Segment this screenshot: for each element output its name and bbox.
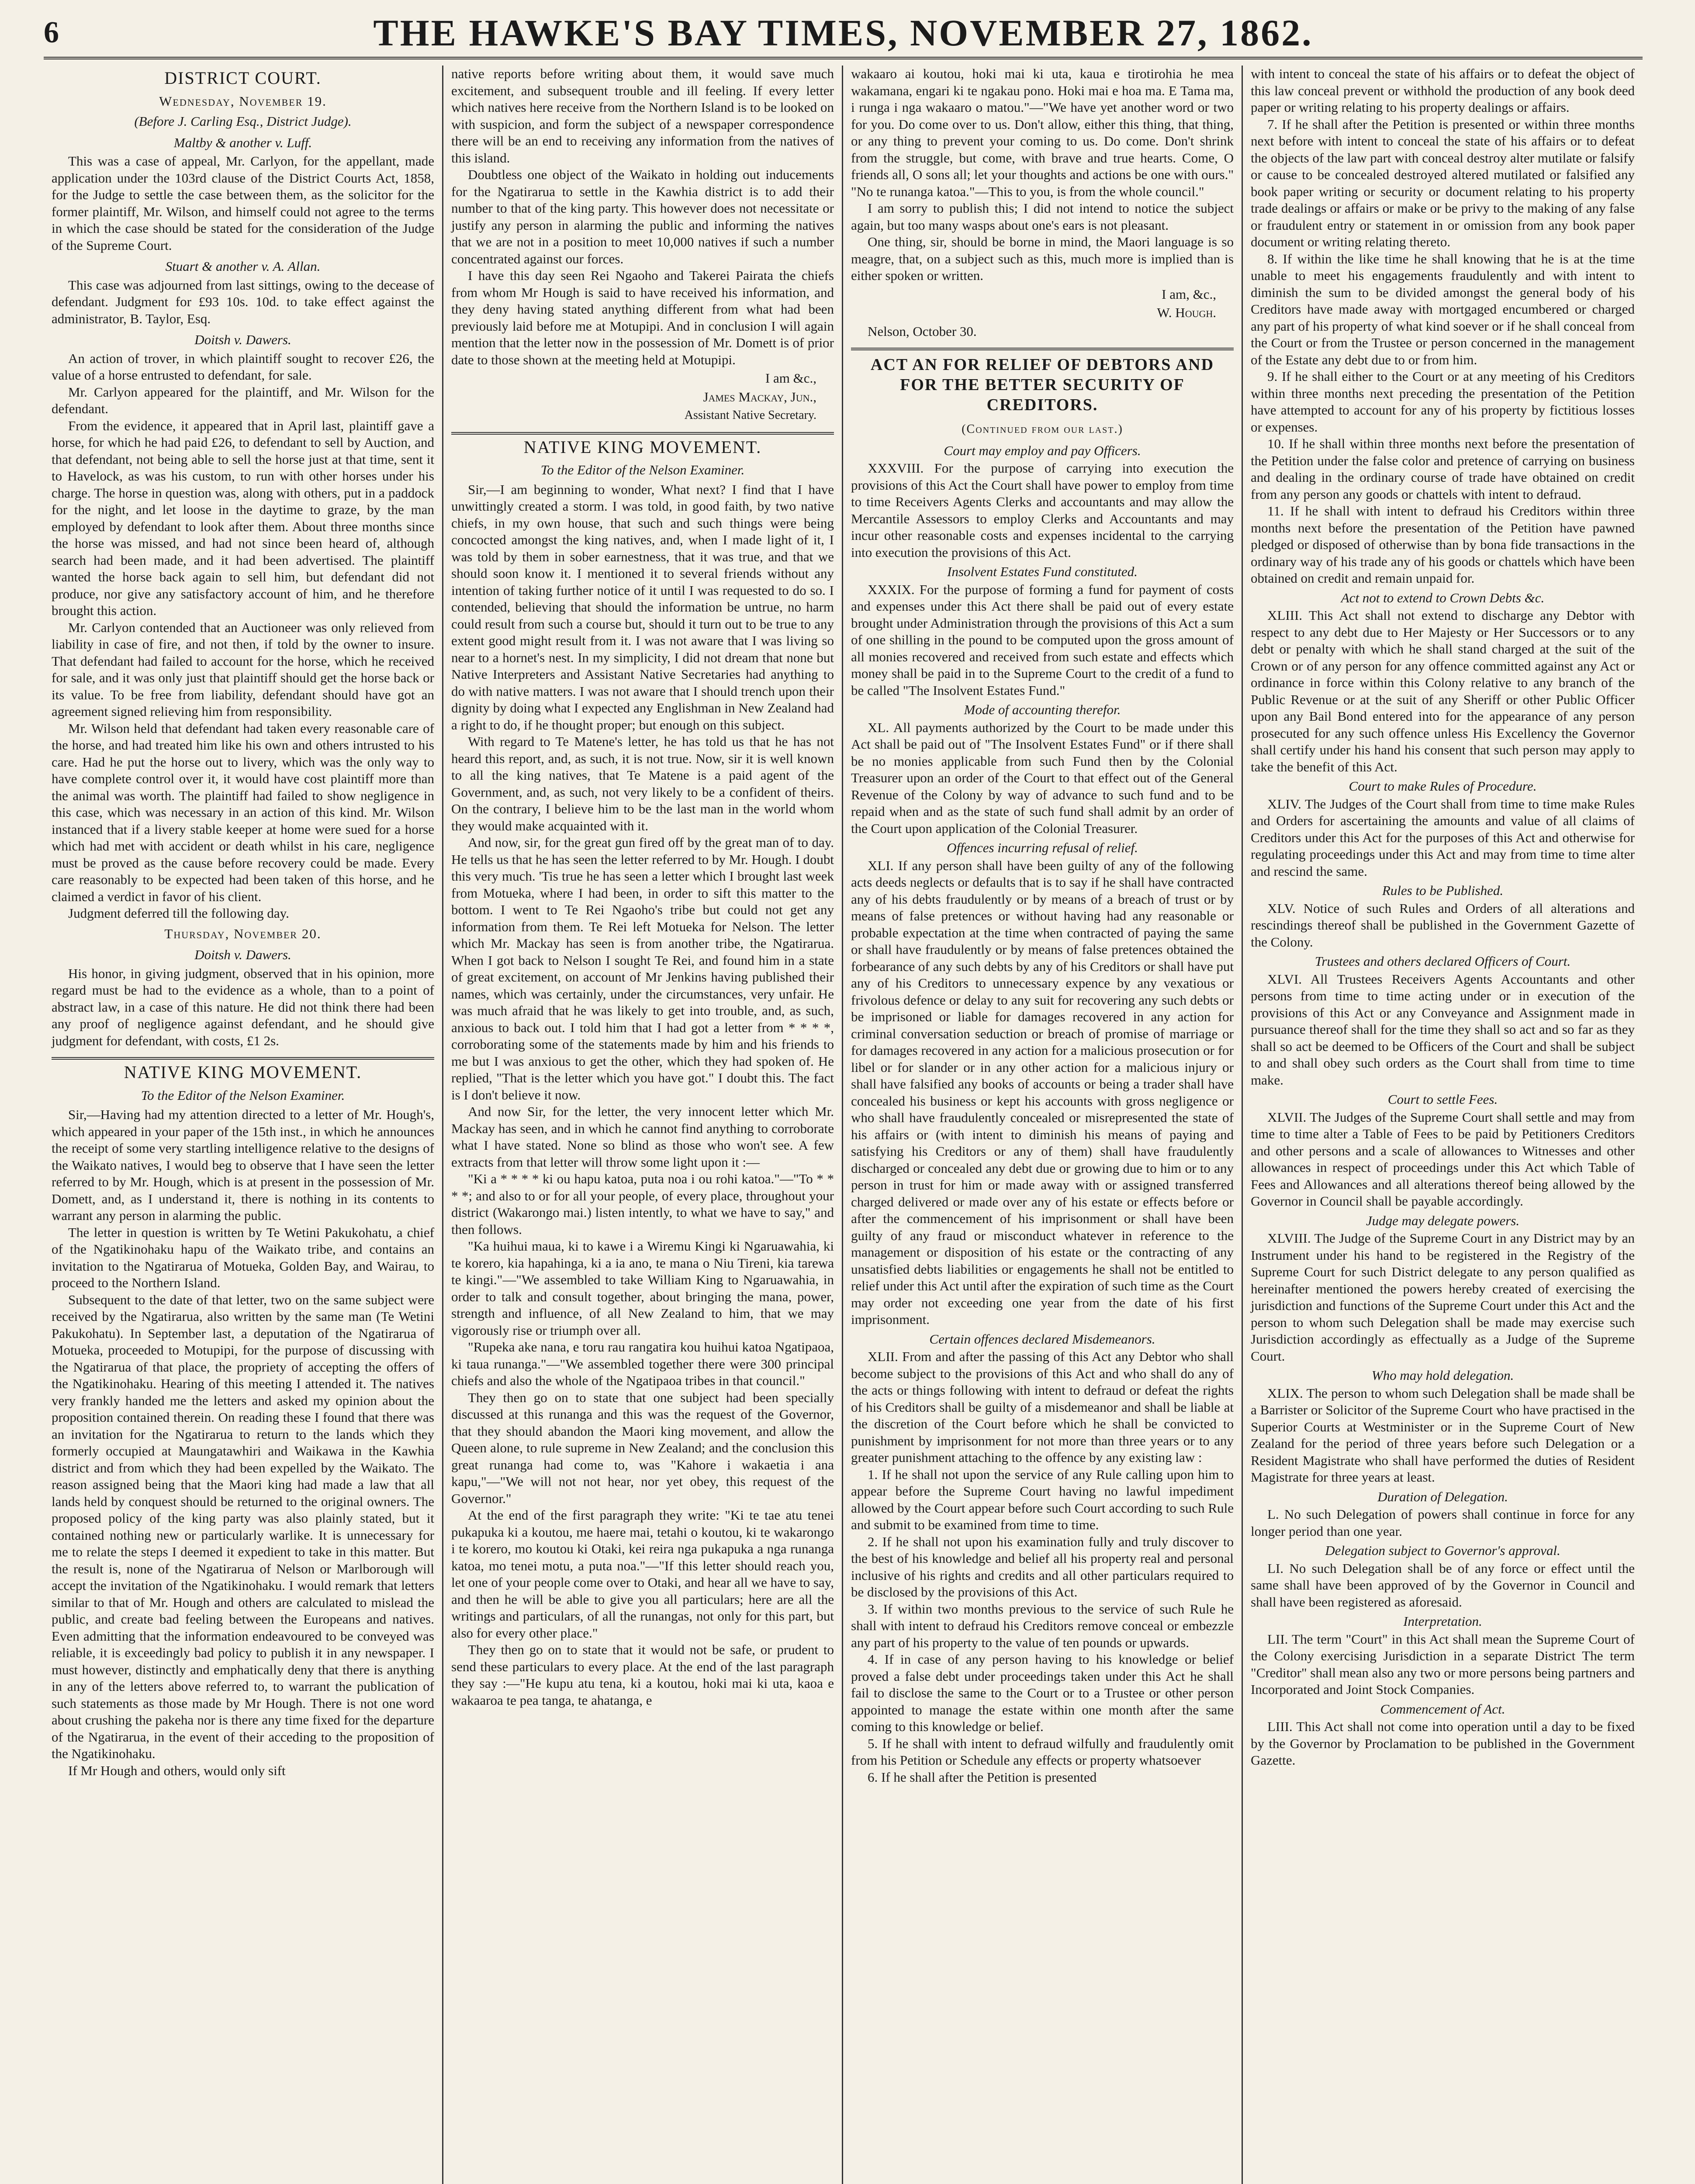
- divider: [52, 1057, 434, 1060]
- paragraph: XLI. If any person shall have been guilty of any of the following acts deeds neglects or defaults that is to say if he shall have contracted any of his debts fraudulently or by means of a breach of trust or by means of false pretences or without having had any reasonable or probable expectation at the time when contracted of paying the same or shall have fraudulently or by means of false pretences obtained the forbearance of any such debts by any of his Creditors or shall have put any of his Creditors to unnecessary expence by any vexatious or frivolous defence or delay to any suit for recovering any such debts or be imprisoned or liable for damages recovered in any action for criminal conversation seduction or breach of promise of marriage or for damages recovered in any action for a malicious prosecution or for libel or for slander or in any other action for a malicious injury or shall have falsified any books of accounts or being a trader shall have concealed his business or kept his accounts with gross negligence or who shall have fraudulently concealed or misrepresented the state of his affairs or (with intent to diminish his means of paying and satisfying his Creditors or any of them) shall have fraudulently discharged or concealed any debt due or growing due to him or to any person in trust for him or made away with or assigned transferred charged delivered or made over any of his estate or effects before or after the commencement of his imprisonment or shall have been guilty of any fraud or misconduct whatever in reference to the management or disposition of his estate or the contracting of any unsatisfied debts liabilities or engagements he shall not be entitled to relief under this Act until after the expiration of such time as the Court may order not exceeding one year from the date of his first imprisonment.: [851, 857, 1234, 1327]
- column-1: [44, 66, 443, 2184]
- paragraph: XXXIX. For the purpose of forming a fund for payment of costs and expenses under this Act there shall be paid out of every estate brought under Administration through the provisions of this Act a sum of one shilling in the pound to be computed upon the gross amount of all monies recovered and received from such estate and effects which money shall be paid in to the Supreme Court to the credit of a fund to be called "The Insolvent Estates Fund.": [851, 581, 1234, 698]
- paragraph: This case was adjourned from last sittings, owing to the decease of defendant. Judgment for £93 10s. 10d. to take effect against the administrator, B. Taylor, Esq.: [52, 277, 434, 326]
- paragraph: XLIII. This Act shall not extend to discharge any Debtor with respect to any debt due to Her Majesty or Her Successors or to any debt or penalty with which he shall stand charged at the suit of the Crown or of any person for any offence committed against any Act or ordinance in force within this Colony relative to any branch of the Public Revenue or at the suit of any Sheriff or other Public Officer upon any Bail Bond entered into for the appearance of any person prosecuted for any such offence unless His Excellency the Governor shall certify under his hand his consent that such person may apply to take the benefit of this Act.: [1251, 608, 1635, 774]
- section-heading: Duration of Delegation.: [1377, 1489, 1508, 1504]
- column-2: [443, 66, 843, 2184]
- paragraph: LII. The term "Court" in this Act shall mean the Supreme Court of the Colony exercising Jurisdiction in a separate District The term "Creditor" shall mean also any two or more persons being partners and Incorporated and Joint Stock Companies.: [1251, 1631, 1635, 1697]
- dateline: Thursday, November 20.: [164, 926, 322, 941]
- paragraph: Mr. Carlyon appeared for the plaintiff, and Mr. Wilson for the defendant.: [52, 384, 434, 416]
- newspaper-title: THE HAWKE'S BAY TIMES, NOVEMBER 27, 1862.: [373, 12, 1313, 54]
- paragraph: XL. All payments authorized by the Court to be made under this Act shall be paid out of "The Insolvent Estates Fund" or if there shall be no monies applicable from such Fund then by the Colonial Treasurer upon an order of the Court to that effect out of the General Revenue of the Colony by way of advance to such fund and to be repaid when and as the state of such fund shall admit by an order of the Court upon application of the Colonial Treasurer.: [851, 719, 1234, 836]
- paragraph: With regard to Te Matene's letter, he has told us that he has not heard this report, and, as such, it is not true. Now, sir it is well known to all the king natives, that Te Matene is a paid agent of the Government, and, as such, not very likely to be a confident of theirs. On the contrary, I believe him to be the last man in the world whom they would make acquainted with it.: [451, 734, 834, 833]
- columns: [44, 66, 1643, 2184]
- case-title: Maltby & another v. Luff.: [173, 135, 312, 150]
- closing: I am, &c.,: [1162, 286, 1216, 302]
- section-heading: Court may employ and pay Officers.: [944, 442, 1141, 458]
- paragraph: XLVII. The Judges of the Supreme Court shall settle and may from time to time alter a Table of Fees to be paid by Petitioners Creditors and other persons and a scale of allowances to Witnesses and other allowances in respect of proceedings under this Act which Table of Fees and Allowances and all alterations thereof being allowed by the Governor in Council shall be payable accordingly.: [1251, 1109, 1635, 1209]
- divider: [451, 432, 834, 435]
- paragraph: The letter in question is written by Te Wetini Pakukohatu, a chief of the Ngatikinohaku hapu of the Waikato tribe, and contains an invitation to the Ngatirarua of Motueka, Golden Bay, and Wairau, to proceed to the Northern Island.: [52, 1224, 434, 1290]
- list-item: 11. If he shall with intent to defraud his Creditors within three months next before the presentation of the Petition have pawned pledged or disposed of otherwise than by bona fide transactions in the ordinary way of his trade any of his goods or chattels which have been obtained on credit and remain unpaid for.: [1251, 503, 1635, 586]
- case-title: Doitsh v. Dawers.: [194, 332, 291, 347]
- list-item: 9. If he shall either to the Court or at any meeting of his Creditors within three months next preceding the presentation of the Petition have attempted to account for any of his property by fictitious losses or expenses.: [1251, 369, 1635, 435]
- section-heading: Trustees and others declared Officers of Court.: [1314, 954, 1571, 969]
- page-number: 6: [44, 16, 59, 49]
- paragraph: native reports before writing about them, it would save much excitement, and subsequent trouble and ill feeling. If every letter which natives here receive from the Northern Island is to be looked on with suspicion, and form the subject of a newspaper correspondence there will be an end to receiving any information from the natives of this island.: [451, 66, 834, 166]
- paragraph: XXXVIII. For the purpose of carrying into execution the provisions of this Act the Court shall have power to employ from time to time Receivers Agents Clerks and accountants and may allow the Mercantile Assessors to employ Clerks and Accountants and may incur other reasonable costs and expenses incidental to the carrying into execution the provisions of this Act.: [851, 460, 1234, 560]
- list-item: 10. If he shall within three months next before the presentation of the Petition under the false color and pretence of carrying on business and dealing in the ordinary course of trade have obtained on credit from any person any goods or chattels with intent to defraud.: [1251, 436, 1635, 502]
- section-heading: Delegation subject to Governor's approval.: [1325, 1543, 1560, 1558]
- paragraph: XLIX. The person to whom such Delegation shall be made shall be a Barrister or Solicitor of the Supreme Court who have practised in the Superior Courts at Westminister or in the Supreme Court of New Zealand for the period of three years before such Delegation or a Resident Magistrate who shall have performed the duties of Resident Magistrate for three years at least.: [1251, 1385, 1635, 1485]
- editor-line: To the Editor of the Nelson Examiner.: [540, 462, 745, 477]
- column-4: [1243, 66, 1643, 2184]
- section-heading: Mode of accounting therefor.: [964, 702, 1121, 717]
- list-item: 2. If he shall not upon his examination fully and truly discover to the best of his knowledge and belief all his property real and personal inclusive of his rights and credits and all other particulars required to be disclosed by the provisions of this Act.: [851, 1534, 1234, 1600]
- case-title: Stuart & another v. A. Allan.: [165, 259, 321, 274]
- paragraph: with intent to conceal the state of his affairs or to defeat the object of this law conceal prevent or withhold the production of any book deed paper or writing relating to his property dealings or affairs.: [1251, 66, 1635, 115]
- paragraph: And now, sir, for the great gun fired off by the great man of to day. He tells us that he has seen the letter referred to by Mr. Hough. I doubt this very much. 'Tis true he has seen a letter which I brought last week from Motueka, where I had been, in order to sift this matter to the bottom. I went to Te Rei Ngaoho's tribe but could not get any information from them. Te Rei left Motueka for Nelson. The letter which Mr. Mackay has seen is from another tribe, the Ngatirarua. When I got back to Nelson I sought Te Rei, and found him in a state of great excitement, on account of Mr Jenkins having published their names, which was certainly, under the circumstances, very unfair. He was much afraid that he was likely to get into trouble, and, as such, anxious to back out. I told him that I had got a letter from * * * *, corroborating some of the statements made by him and his friends to me but I was anxious to get the other, which they had spoken of. He replied, "That is the letter which you have got." I doubt this. The fact is I don't believe it now.: [451, 835, 834, 1102]
- signature-title: Assistant Native Secretary.: [684, 408, 816, 422]
- paragraph: Sir,—I am beginning to wonder, What next? I find that I have unwittingly created a storm. I was told, in good faith, by two native chiefs, in my own house, that such and such things were being concocted amongst the king natives, and, when I made light of it, I was told by them in sober earnestness, that it was true, and that we should soon know it. I mentioned it to several friends without any intention of taking further notice of it until I was requested to do so. I contended, believing that should the information be untrue, no harm could result from such a course but, should it turn out to be true to any extent good might result from it. I was not aware that I was living so near to a hornet's nest. In my simplicity, I did not dream that none but Native Interpreters and Assistant Native Secretaries had anything to do with native matters. I was not aware that I should trench upon their dignity by doing what I expected any Englishman in New Zealand had a right to do, if he thought proper; but enough on this subject.: [451, 481, 834, 733]
- list-item: 7. If he shall after the Petition is presented or within three months next before with intent to conceal the state of his affairs or to defeat the objects of the law part with conceal destroy alter mutilate or falsify or cause to be concealed destroyed altered mutilated or falsified any book paper writing or security or document relating to his property trade dealings or affairs or make or be privy to the making of any false or fraudulent entry or statement in or omission from any book paper document or writing relating thereto.: [1251, 116, 1635, 249]
- section-heading: Court to make Rules of Procedure.: [1349, 778, 1537, 794]
- case-title: Doitsh v. Dawers.: [194, 947, 291, 962]
- paragraph: One thing, sir, should be borne in mind, the Maori language is so meagre, that, on a subject such as this, much more is implied than is either spoken or written.: [851, 234, 1234, 283]
- paragraph: They then go on to state that it would not be safe, or prudent to send these particulars to every place. At the end of the last paragraph they say :—"He kupu atu tena, ki a koutou, hoki mai ki uta, kaoa e wakaaroa te pea tanga, te ahatanga, e: [451, 1642, 834, 1708]
- closing: I am &c.,: [765, 370, 816, 386]
- dateline: Nelson, October 30.: [868, 323, 977, 339]
- paragraph: His honor, in giving judgment, observed that in his opinion, more regard must be had to the evidence as a whole, than to a point of abstract law, in a case of this nature. He did not think there had been any proof of negligence against defendant, and he should give judgment for defendant, with costs, £1 2s.: [52, 965, 434, 1048]
- dateline: Wednesday, November 19.: [159, 93, 327, 109]
- masthead: [44, 9, 1643, 59]
- list-item: 6. If he shall after the Petition is presented: [868, 1769, 1097, 1785]
- paragraph: wakaaro ai koutou, hoki mai ki uta, kaua e tirotirohia he mea wakamana, engari ki te ngakau pono. Hoki mai e hoa ma. E Tama ma, i runga i nga wakaaro o matou."—"We have yet another word or two for you. Do come over to us. Don't allow, either this thing, that thing, or any thing to prevent your coming to us. Do come. Don't shrink from the struggle, but come, with brave and true hearts. Come, O friends all, O sons all; let your thoughts and actions be one with ours." "No te runanga katoa."—This to you, is from the whole council.": [851, 66, 1234, 199]
- paragraph: XLVIII. The Judge of the Supreme Court in any District may by an Instrument under his hand to be registered in the Registry of the Supreme Court for such District delegate to any person qualified as hereinafter mentioned the powers hereby created of exercising the jurisdiction and functions of the Supreme Court under this Act and the person to whom such Delegation shall be made may exercise such Jurisdiction accordingly as effectually as a Judge of the Supreme Court.: [1251, 1230, 1635, 1364]
- paragraph: This was a case of appeal, Mr. Carlyon, for the appellant, made application under the 103rd clause of the District Courts Act, 1858, for the Judge to settle the case between them, as the solicitor for the former plaintiff, Mr. Wilson, and himself could not agree to the terms in which the case should be stated for the consideration of the Judge of the Supreme Court.: [52, 153, 434, 253]
- section-heading: Offences incurring refusal of relief.: [947, 840, 1138, 855]
- divider: [851, 348, 1234, 350]
- section-heading: Who may hold delegation.: [1371, 1368, 1514, 1383]
- list-item: 1. If he shall not upon the service of any Rule calling upon him to appear before the Supreme Court having no lawful impediment allowed by the Court appear before such Court according to such Rule and submit to be examined from time to time.: [851, 1466, 1234, 1532]
- continued-note: (Continued from our last.): [962, 422, 1123, 436]
- section-heading: Rules to be Published.: [1382, 883, 1504, 898]
- section-heading: Commencement of Act.: [1380, 1701, 1505, 1717]
- paragraph: Doubtless one object of the Waikato in holding out inducements for the Ngatirarua to settle in the Kawhia district is to add their number to that of the king party. This however does not necessitate or justify any person in alarming the public and informing the natives that we are not in a position to meet 10,000 natives if such a number concentrated against our forces.: [451, 167, 834, 266]
- paragraph: "Ka huihui maua, ki to kawe i a Wiremu Kingi ki Ngaruawahia, ki te korero, kia hapahinga, ki a ia ano, te mana o Niu Tireni, kia tarewa te kingi."—"We assembled to take William King to Ngaruawahia, in order to talk and consult together, about bringing the mana, power, strength and influence, of all New Zealand to him, that we may vigorously rise or triumph over all.: [451, 1238, 834, 1338]
- paragraph: At the end of the first paragraph they write: "Ki te tae atu tenei pukapuka ki a koutou, me haere mai, tetahi o koutou, ki te wakarongo i te korero, mo koutou ki Otaki, kei reira nga pukapuka a nga runanga katoa, mo tenei motu, a puta noa."—"If this letter should reach you, let one of your people come over to Otaki, and hear all we have to say, and then he will be able to give you all particulars; here are all the writings and particulars, of all the runangas, not only for this part, but also for every other place.": [451, 1507, 834, 1641]
- section-heading: Certain offences declared Misdemeanors.: [929, 1331, 1155, 1347]
- paragraph: Mr. Wilson held that defendant had taken every reasonable care of the horse, and had treated him like his own and others intrusted to his care. Had he put the horse out to livery, which was the only way to have complete control over it, it would have cost plaintiff more than the animal was worth. The plaintiff had failed to show negligence in this case, which was necessary in an action of this kind. Mr. Wilson instanced that if a livery stable keeper at home were sued for a horse which had met with accident or death whilst in his care, negligence must be proved as the cause before recovery could be made. Every care reasonably to be expected had been taken of this horse, and he claimed a verdict in favor of his client.: [52, 720, 434, 904]
- section-heading: NATIVE KING MOVEMENT.: [124, 1062, 362, 1082]
- section-heading: Court to settle Fees.: [1387, 1092, 1498, 1107]
- list-item: 4. If in case of any person having to his knowledge or belief proved a false debt under proceedings taken under this Act he shall fail to disclose the same to the Court or to a Trustee or other person appointed to manage the estate within one month after the same coming to this knowledge or belief.: [851, 1652, 1234, 1734]
- section-heading: DISTRICT COURT.: [164, 68, 322, 88]
- court-judge: (Before J. Carling Esq., District Judge).: [134, 114, 352, 129]
- list-item: 8. If within the like time he shall knowing that he is at the time unable to meet his engagements fraudulently and with intent to diminish the sum to be divided amongst the general body of his Creditors have made away with mortgaged encumbered or charged any part of his property of what kind soever or if he shall conceal from the Court or from the Trustee or person concerned in the management of the Estate any debt due to or from him.: [1251, 251, 1635, 367]
- paragraph: LI. No such Delegation shall be of any force or effect until the same shall have been approved of by the Governor in Council and shall have been registered as aforesaid.: [1251, 1560, 1635, 1610]
- paragraph: I have this day seen Rei Ngaoho and Takerei Pairata the chiefs from whom Mr Hough is said to have received his information, and they deny having stated anything different from what had been previously laid before me at Motupipi. And in conclusion I will again mention that the letter now in the possession of Mr. Domett is of prior date to those shown at the meeting held at Motupipi.: [451, 268, 834, 367]
- column-3: [843, 66, 1243, 2184]
- list-item: 3. If within two months previous to the service of such Rule he shall with intent to defraud his Creditors remove conceal or embezzle any part of his property to the value of ten pounds or upwards.: [851, 1601, 1234, 1650]
- section-heading: Act not to extend to Crown Debts &c.: [1341, 590, 1545, 605]
- paragraph: Sir,—Having had my attention directed to a letter of Mr. Hough's, which appeared in your paper of the 15th inst., in which he announces the receipt of some very startling intelligence relative to the designs of the Waikato natives, I would beg to observe that I have seen the letter referred to by Mr. Hough, which is at present in the possession of Mr. Domett, and, as I understand it, there is nothing in its contents to warrant any person in alarming the public.: [52, 1107, 434, 1223]
- section-heading: Judge may delegate powers.: [1366, 1213, 1520, 1228]
- paragraph: XLV. Notice of such Rules and Orders of all alterations and rescindings thereof shall be published in the Government Gazette of the Colony.: [1251, 900, 1635, 950]
- paragraph: From the evidence, it appeared that in April last, plaintiff gave a horse, for which he had paid £26, to defendant to sell by Auction, and that defendant, not being able to sell the horse just at that time, sent it to Havelock, as was his custom, to run with other horses under his charge. The horse in question was, along with others, put in a paddock for the night, and let loose in the daytime to graze, by the man employed by defendant to look after them. About three months since the horse was missed, and had not since been heard of, although search had been made, and it had been advertised. The plaintiff wanted the horse back again to sell him, but defendant did not produce, nor give any satisfactory account of him, and he therefore brought this action.: [52, 418, 434, 618]
- section-heading: NATIVE KING MOVEMENT.: [523, 437, 762, 457]
- signature: James Mackay, Jun.,: [703, 389, 816, 404]
- paragraph: If Mr Hough and others, would only sift: [68, 1762, 286, 1778]
- signature: W. Hough.: [1157, 305, 1216, 320]
- paragraph: And now Sir, for the letter, the very innocent letter which Mr. Mackay has seen, and in which he cannot find anything to corroborate what I have stated. None so blind as those who won't see. A few extracts from that letter will throw some light upon it :—: [451, 1104, 834, 1170]
- paragraph: I am sorry to publish this; I did not intend to notice the subject again, but too many wasps about one's ears is not pleasant.: [851, 200, 1234, 233]
- paragraph: Mr. Carlyon contended that an Auctioneer was only relieved from liability in case of fire, and not then, if told by the owner to insure. That defendant had failed to account for the horse, which he received for sale, and it was only just that plaintiff should get the horse back or its value. To be free from liability, defendant should have got an agreement signed relieving him from responsibility.: [52, 619, 434, 719]
- paragraph: XLII. From and after the passing of this Act any Debtor who shall become subject to the provisions of this Act and who shall do any of the acts or things following with intent to defraud or defeat the rights of his Creditors shall be guilty of a misdemeanor and shall be liable at the discretion of the Court before which he shall be convicted to punishment by imprisonment for not more than three years or to any greater punishment attaching to the offence by any existing law :: [851, 1349, 1234, 1465]
- paragraph: XLIV. The Judges of the Court shall from time to time make Rules and Orders for ascertaining the amounts and value of all claims of Creditors under this Act for the purposes of this Act and otherwise for regulating proceedings under this Act and may from time to time alter and rescind the same.: [1251, 796, 1635, 879]
- editor-line: To the Editor of the Nelson Examiner.: [141, 1087, 345, 1103]
- paragraph: An action of trover, in which plaintiff sought to recover £26, the value of a horse entrusted to defendant, for sale.: [52, 350, 434, 383]
- paragraph: LIII. This Act shall not come into operation until a day to be fixed by the Governor by Proclamation to be published in the Government Gazette.: [1251, 1719, 1635, 1768]
- paragraph: XLVI. All Trustees Receivers Agents Accountants and other persons from time to time acting under or in execution of the provisions of this Act or any Conveyance and Assignment made in pursuance thereof shall for the time they shall so act and so far as they shall so act be deemed to be Officers of the Court and shall be subject to and shall obey such orders as the Court shall from time to time make.: [1251, 971, 1635, 1088]
- paragraph: "Rupeka ake nana, e toru rau rangatira kou huihui katoa Ngatipaoa, ki taua runanga."—"We assembled together there were 300 principal chiefs and also the whole of the Ngatipaoa tribes in that council.": [451, 1339, 834, 1388]
- list-item: 5. If he shall with intent to defraud wilfully and fraudulently omit from his Petition or Schedule any effects or property whatsoever: [851, 1735, 1234, 1768]
- paragraph: Judgment deferred till the following day.: [68, 905, 289, 921]
- paragraph: They then go on to state that one subject had been specially discussed at this runanga and this was the request of the Governor, that they should abandon the Maori king movement, and allow the Queen alone, to rule supreme in New Zealand; and the conclusion this great runanga had come to, was "Kahore i wakaetia i ana kapu,"—"We will not not hear, nor yet obey, this request of the Governor.": [451, 1389, 834, 1506]
- paragraph: "Ki a * * * * ki ou hapu katoa, puta noa i ou rohi katoa."—"To * * * *; and also to or for all your people, of every place, throughout your district (Wakarongo mai.) listen intently, to what we have to say," and then follows.: [451, 1171, 834, 1237]
- section-heading: Insolvent Estates Fund constituted.: [947, 564, 1138, 579]
- paragraph: Subsequent to the date of that letter, two on the same subject were received by the Ngatirarua, also written by the same man (Te Wetini Pakukohatu). In September last, a deputation of the Ngatirarua of Motueka, proceeded to Motupipi, for the purpose of discussing with the Ngatirarua of that place, the propriety of accepting the offers of the Ngatikinohaku. Hearing of this meeting I attended it. The natives very frankly handed me the letters and asked my opinion about the proposition contained therein. On reading these I found that there was an invitation for the Ngatirarua to return to the lands which they formerly occupied at Maungatawhiri and Waikawa in the Kawhia district and from which they had been expelled by the Waikato. The reason assigned being that the Maori king had made a law that all lands held by conquest should be returned to the original owners. The proposed policy of the king party was also plainly stated, but it contained nothing new or particularly warlike. It is unnecessary for me to relate the steps I deemed it expedient to take in this matter. But the result is, none of the Ngatirarua of Nelson or Marlborough will accept the invitation of the Ngatikinohaku. I would remark that letters similar to that of Mr. Hough and others are calculated to mislead the public, and create bad feeling between the Europeans and natives. Even admitting that the information endeavoured to be conveyed was reliable, it is exceedingly bad policy to publish it in any newspaper. I must however, distinctly and emphatically deny that there is anything in any of the letters above referred to, to warrant the publication of such statements as those made by Mr Hough. There is not one word about crushing the pakeha nor is there any time fixed for the departure of the Ngatirarua, in the event of their acceding to the proposition of the Ngatikinohaku.: [52, 1292, 434, 1761]
- act-title: ACT AN FOR RELIEF OF DEBTORS AND FOR THE BETTER SECURITY OF CREDITORS.: [870, 356, 1214, 414]
- section-heading: Interpretation.: [1403, 1614, 1482, 1629]
- paragraph: L. No such Delegation of powers shall continue in force for any longer period than one year.: [1251, 1507, 1635, 1539]
